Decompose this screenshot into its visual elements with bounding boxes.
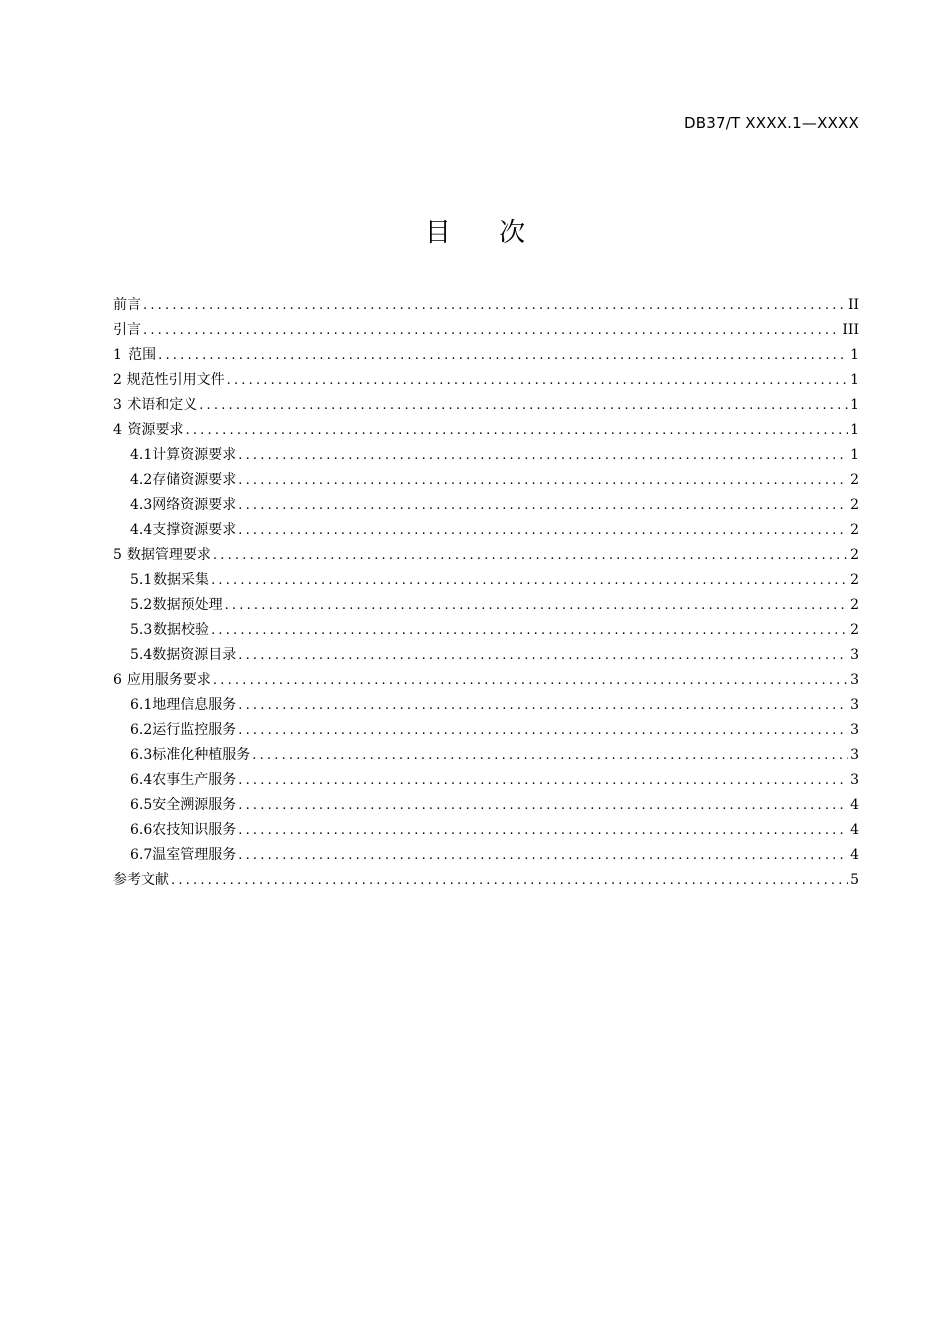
toc-dot-leader bbox=[143, 318, 840, 343]
toc-dot-leader bbox=[225, 593, 849, 618]
toc-entry-page: III bbox=[842, 322, 859, 338]
toc-entry-number: 6.5 bbox=[130, 797, 153, 813]
toc-entry-number: 5 bbox=[113, 547, 122, 563]
toc-entry-label: 参考文献 bbox=[113, 872, 169, 888]
toc-entry[interactable] bbox=[113, 418, 859, 443]
toc-entry-number: 1 bbox=[113, 347, 122, 363]
toc-entry-number: 3 bbox=[113, 397, 122, 413]
toc-dot-leader bbox=[186, 418, 849, 443]
toc-entry-label: 标准化种植服务 bbox=[152, 747, 251, 763]
toc-entry-number: 6.4 bbox=[130, 772, 153, 788]
toc-entry-page: 3 bbox=[850, 772, 859, 788]
toc-entry-label: 数据管理要求 bbox=[126, 547, 211, 563]
toc-entry[interactable] bbox=[113, 393, 859, 418]
toc-entry-number: 5.3 bbox=[130, 622, 153, 638]
toc-entry[interactable] bbox=[113, 643, 859, 668]
toc-entry-number: 5.1 bbox=[130, 572, 153, 588]
toc-entry-page: 3 bbox=[850, 647, 859, 663]
toc-dot-leader bbox=[238, 768, 848, 793]
toc-entry[interactable] bbox=[113, 568, 859, 593]
toc-entry[interactable] bbox=[113, 343, 859, 368]
toc-dot-leader bbox=[238, 718, 848, 743]
toc-entry-number: 5.2 bbox=[130, 597, 153, 613]
toc-entry-number: 5.4 bbox=[130, 647, 153, 663]
toc-entry-page: 2 bbox=[850, 547, 859, 563]
toc-dot-leader bbox=[238, 643, 848, 668]
toc-entry[interactable] bbox=[113, 293, 859, 318]
toc-entry-page: 4 bbox=[850, 822, 859, 838]
toc-entry-label: 支撑资源要求 bbox=[152, 522, 237, 538]
toc-entry[interactable] bbox=[113, 868, 859, 893]
toc-dot-leader bbox=[211, 568, 848, 593]
toc-entry-page: 3 bbox=[850, 672, 859, 688]
toc-entry[interactable] bbox=[113, 768, 859, 793]
toc-entry-number: 4 bbox=[113, 422, 122, 438]
toc-entry-page: 4 bbox=[850, 847, 859, 863]
toc-entry[interactable] bbox=[113, 318, 859, 343]
toc-entry-number: 4.4 bbox=[130, 522, 153, 538]
toc-entry-number: 2 bbox=[113, 372, 122, 388]
toc-entry-label: 术语和定义 bbox=[127, 397, 198, 413]
toc-dot-leader bbox=[199, 393, 848, 418]
toc-entry[interactable] bbox=[113, 493, 859, 518]
toc-dot-leader bbox=[238, 468, 848, 493]
toc-dot-leader bbox=[213, 668, 848, 693]
toc-entry-page: 1 bbox=[850, 372, 859, 388]
toc-entry-page: II bbox=[847, 297, 859, 313]
toc-entry-page: 3 bbox=[850, 747, 859, 763]
toc-dot-leader bbox=[238, 693, 848, 718]
toc-entry[interactable] bbox=[113, 818, 859, 843]
toc-entry-label: 网络资源要求 bbox=[152, 497, 237, 513]
document-code: DB37/T XXXX.1—XXXX bbox=[683, 114, 859, 132]
toc-entry-number: 4.3 bbox=[130, 497, 153, 513]
toc-entry-label: 农事生产服务 bbox=[152, 772, 237, 788]
toc-dot-leader bbox=[143, 293, 846, 318]
toc-entry-page: 2 bbox=[850, 622, 859, 638]
toc-entry-label: 应用服务要求 bbox=[126, 672, 211, 688]
toc-entry-page: 2 bbox=[850, 597, 859, 613]
toc-entry-number: 6 bbox=[113, 672, 122, 688]
toc-entry-number: 6.1 bbox=[130, 697, 153, 713]
toc-entry-label: 农技知识服务 bbox=[152, 822, 237, 838]
toc-entry-label: 数据预处理 bbox=[152, 597, 223, 613]
toc-entry[interactable] bbox=[113, 443, 859, 468]
toc-entry-label: 数据校验 bbox=[153, 622, 210, 638]
toc-dot-leader bbox=[171, 868, 848, 893]
toc-dot-leader bbox=[238, 843, 848, 868]
toc-entry-number: 6.6 bbox=[130, 822, 153, 838]
toc-entry[interactable] bbox=[113, 468, 859, 493]
toc-entry-number: 4.2 bbox=[130, 472, 153, 488]
toc-entry-page: 1 bbox=[850, 447, 859, 463]
toc-entry[interactable] bbox=[113, 743, 859, 768]
toc-entry-label: 数据采集 bbox=[153, 572, 210, 588]
toc-entry[interactable] bbox=[113, 793, 859, 818]
toc-entry[interactable] bbox=[113, 593, 859, 618]
toc-entry-page: 2 bbox=[850, 522, 859, 538]
toc-entry-page: 4 bbox=[850, 797, 859, 813]
toc-entry-label: 前言 bbox=[113, 297, 141, 313]
toc-entry-number: 6.3 bbox=[130, 747, 153, 763]
toc-dot-leader bbox=[238, 443, 848, 468]
toc-entry-page: 3 bbox=[850, 697, 859, 713]
toc-entry-label: 引言 bbox=[113, 322, 141, 338]
toc-entry-label: 范围 bbox=[128, 347, 157, 363]
table-of-contents bbox=[113, 293, 859, 893]
toc-dot-leader bbox=[211, 618, 848, 643]
toc-entry-number: 6.7 bbox=[130, 847, 153, 863]
page-title: 目 次 bbox=[424, 218, 546, 248]
toc-entry[interactable] bbox=[113, 518, 859, 543]
toc-dot-leader bbox=[227, 368, 848, 393]
toc-entry-page: 2 bbox=[850, 497, 859, 513]
toc-dot-leader bbox=[238, 518, 848, 543]
toc-dot-leader bbox=[238, 493, 848, 518]
toc-entry-label: 数据资源目录 bbox=[152, 647, 237, 663]
toc-entry[interactable] bbox=[113, 618, 859, 643]
toc-entry-label: 运行监控服务 bbox=[152, 722, 237, 738]
toc-entry-page: 1 bbox=[850, 422, 859, 438]
toc-dot-leader bbox=[238, 818, 848, 843]
toc-entry[interactable] bbox=[113, 718, 859, 743]
toc-entry-page: 2 bbox=[850, 472, 859, 488]
toc-entry-number: 6.2 bbox=[130, 722, 153, 738]
toc-entry-page: 3 bbox=[850, 722, 859, 738]
toc-dot-leader bbox=[238, 793, 848, 818]
toc-entry-page: 2 bbox=[850, 572, 859, 588]
toc-entry[interactable] bbox=[113, 543, 859, 568]
toc-entry-label: 规范性引用文件 bbox=[126, 372, 225, 388]
toc-entry[interactable] bbox=[113, 668, 859, 693]
toc-entry-page: 1 bbox=[850, 347, 859, 363]
toc-dot-leader bbox=[213, 543, 848, 568]
toc-entry-page: 1 bbox=[850, 397, 859, 413]
toc-entry-label: 温室管理服务 bbox=[152, 847, 237, 863]
toc-dot-leader bbox=[158, 343, 848, 368]
toc-dot-leader bbox=[252, 743, 848, 768]
toc-entry-label: 存储资源要求 bbox=[152, 472, 237, 488]
toc-entry[interactable] bbox=[113, 693, 859, 718]
toc-entry-label: 资源要求 bbox=[127, 422, 184, 438]
toc-entry[interactable] bbox=[113, 843, 859, 868]
toc-entry-number: 4.1 bbox=[130, 447, 153, 463]
toc-entry[interactable] bbox=[113, 368, 859, 393]
toc-entry-label: 地理信息服务 bbox=[152, 697, 237, 713]
toc-entry-page: 5 bbox=[850, 872, 859, 888]
toc-entry-label: 计算资源要求 bbox=[152, 447, 237, 463]
toc-entry-label: 安全溯源服务 bbox=[152, 797, 237, 813]
